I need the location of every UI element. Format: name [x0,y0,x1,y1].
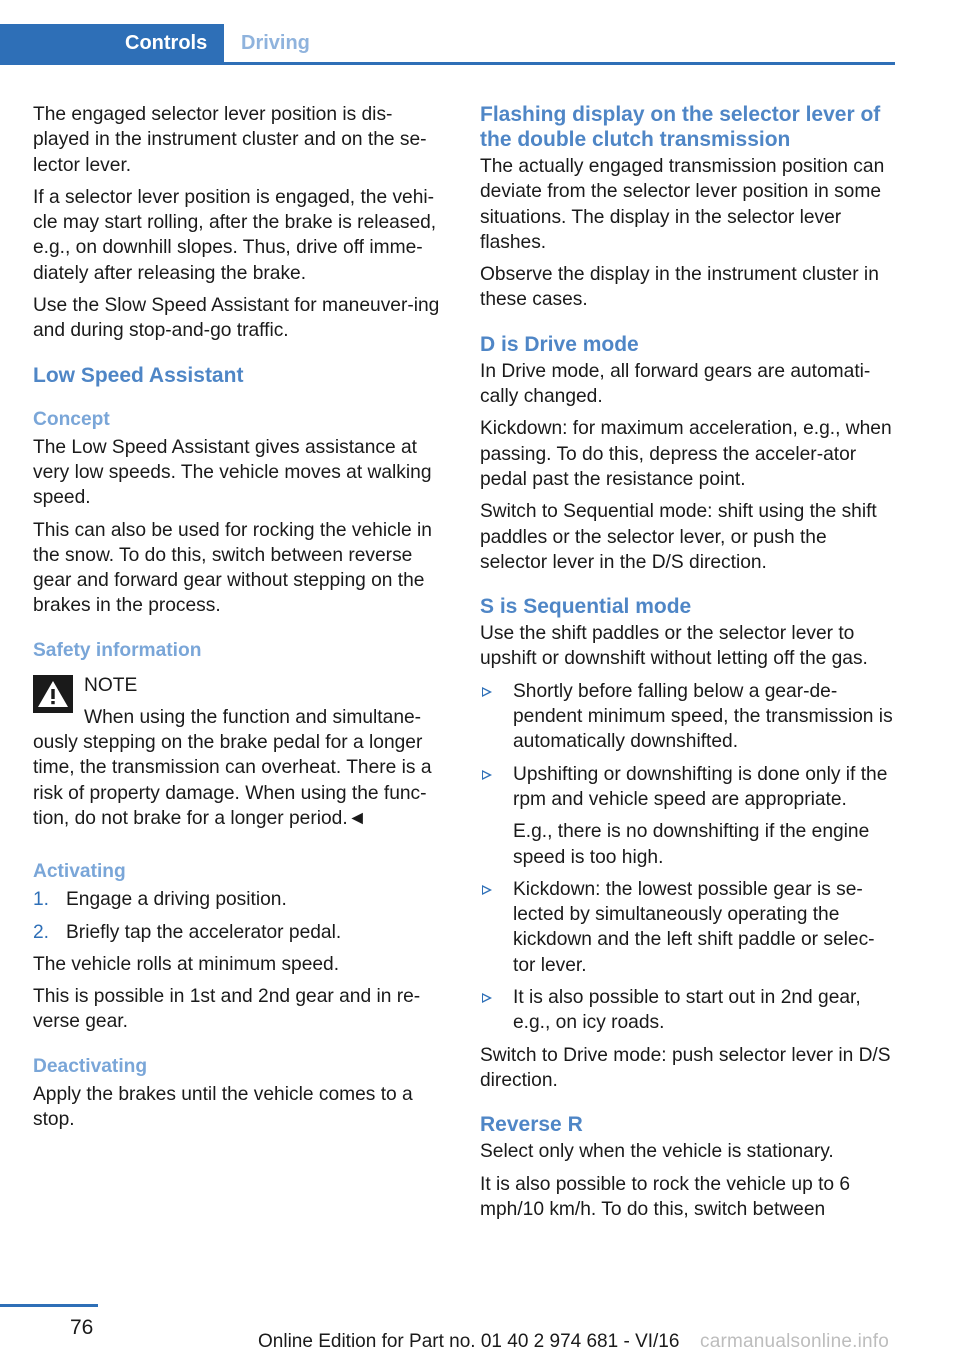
bullet-triangle-icon [482,687,492,697]
list-item [33,887,447,912]
tab-controls-label: Controls [125,32,208,54]
warning-triangle-icon [33,675,73,713]
header-tabbar [0,24,895,65]
paragraph: Switch to Sequential mode: shift using the shift paddles or the selector lever, or push the selector lever in the D/S direction. [480,501,877,573]
paragraph: The engaged selector lever position is dis-played in the instrument cluster and on the se-lector lever. [33,104,427,176]
list-item-subtext: E.g., there is no downshifting if the engine speed is too high. [513,821,870,868]
bullet-triangle-icon [482,770,492,780]
section-heading-flashing-display: Flashing display on the selector lever of the double clutch transmission [480,103,881,151]
list-item-text: Shortly before falling below a gear-de-pendent minimum speed, the transmission is automatically downshifted. [513,680,893,753]
edition-note: Online Edition for Part no. 01 40 2 974 681 - VI/16 [258,1331,680,1352]
paragraph: Switch to Drive mode: push selector lever in D/S direction. [480,1044,891,1091]
paragraph: It is also possible to rock the vehicle up to 6 mph/10 km/h. To do this, switch between [480,1173,851,1220]
numbered-list [33,887,447,945]
bullet-triangle-icon [482,885,492,895]
paragraph: Apply the brakes until the vehicle comes to a stop. [33,1083,413,1131]
section-heading-drive-mode: D is Drive mode [480,332,639,356]
list-item [33,920,447,945]
paragraph: Select only when the vehicle is stationary. [480,1141,834,1163]
list-number: 1. [33,889,50,911]
bullet-list [480,679,895,1036]
subheading-safety-information: Safety information [33,639,202,661]
paragraph: This can also be used for rocking the vehicle in the snow. To do this, switch between reverse gear and forward gear without stepping on the brakes in the process. [33,519,432,617]
paragraph: If a selector lever position is engaged, the vehi-cle may start rolling, after the brake is released, e.g., on downhill slopes. Thus, drive off imme-diately after releasing the brake. [33,186,437,284]
paragraph: The vehicle rolls at minimum speed. [33,953,340,975]
list-item [480,985,895,1036]
bullet-triangle-icon [482,993,492,1003]
list-item-text: Briefly tap the accelerator pedal. [66,921,342,943]
paragraph: Observe the display in the instrument cluster in these cases. [480,264,879,311]
section-heading-reverse: Reverse R [480,1113,583,1137]
list-item-text: Engage a driving position. [66,889,287,911]
paragraph: In Drive mode, all forward gears are automati-cally changed. [480,360,871,408]
paragraph: Use the Slow Speed Assistant for maneuver-ing and during stop-and-go traffic. [33,295,440,342]
list-item [480,762,895,870]
section-heading-low-speed-assistant: Low Speed Assistant [33,363,244,387]
paragraph: Use the shift paddles or the selector lever to upshift or downshift without letting off the gas. [480,623,868,670]
note-body: When using the function and simultane-ously stepping on the brake pedal for a longer time, the transmission can overheat. There is a risk of property damage. When using the func-tion, do not brake for a longer period.◄ [33,706,432,829]
subheading-deactivating: Deactivating [33,1055,148,1077]
list-item-text: Upshifting or downshifting is done only if the rpm and vehicle speed are appropriate. [513,763,888,810]
watermark: carmanualsonline.info [700,1331,890,1352]
right-column [480,102,895,1229]
tab-driving[interactable]: Driving [241,32,310,54]
left-column [33,102,447,1139]
footer-rule [0,1304,98,1307]
subheading-activating: Activating [33,861,126,883]
section-heading-sequential-mode: S is Sequential mode [480,595,692,619]
list-number: 2. [33,921,50,943]
subheading-concept: Concept [33,408,110,430]
paragraph: This is possible in 1st and 2nd gear and in re-verse gear. [33,986,421,1033]
paragraph: The Low Speed Assistant gives assistance at very low speeds. The vehicle moves at walking speed. [33,436,432,509]
paragraph: Kickdown: for maximum acceleration, e.g., when passing. To do this, depress the acceler-ator pedal past the resistance point. [480,418,892,490]
list-item [480,877,895,978]
paragraph: The actually engaged transmission position can deviate from the selector lever position in some situations. The display in the selector lever flashes. [480,156,885,253]
list-item-text: Kickdown: the lowest possible gear is se-lected by simultaneously operating the kickdown and the left shift paddle or selec-tor lever. [513,878,875,976]
page-number: 76 [70,1316,94,1339]
list-item-text: It is also possible to start out in 2nd gear, e.g., on icy roads. [513,987,861,1034]
note-title: NOTE [84,674,138,696]
list-item [480,679,895,755]
note-box [33,673,447,831]
